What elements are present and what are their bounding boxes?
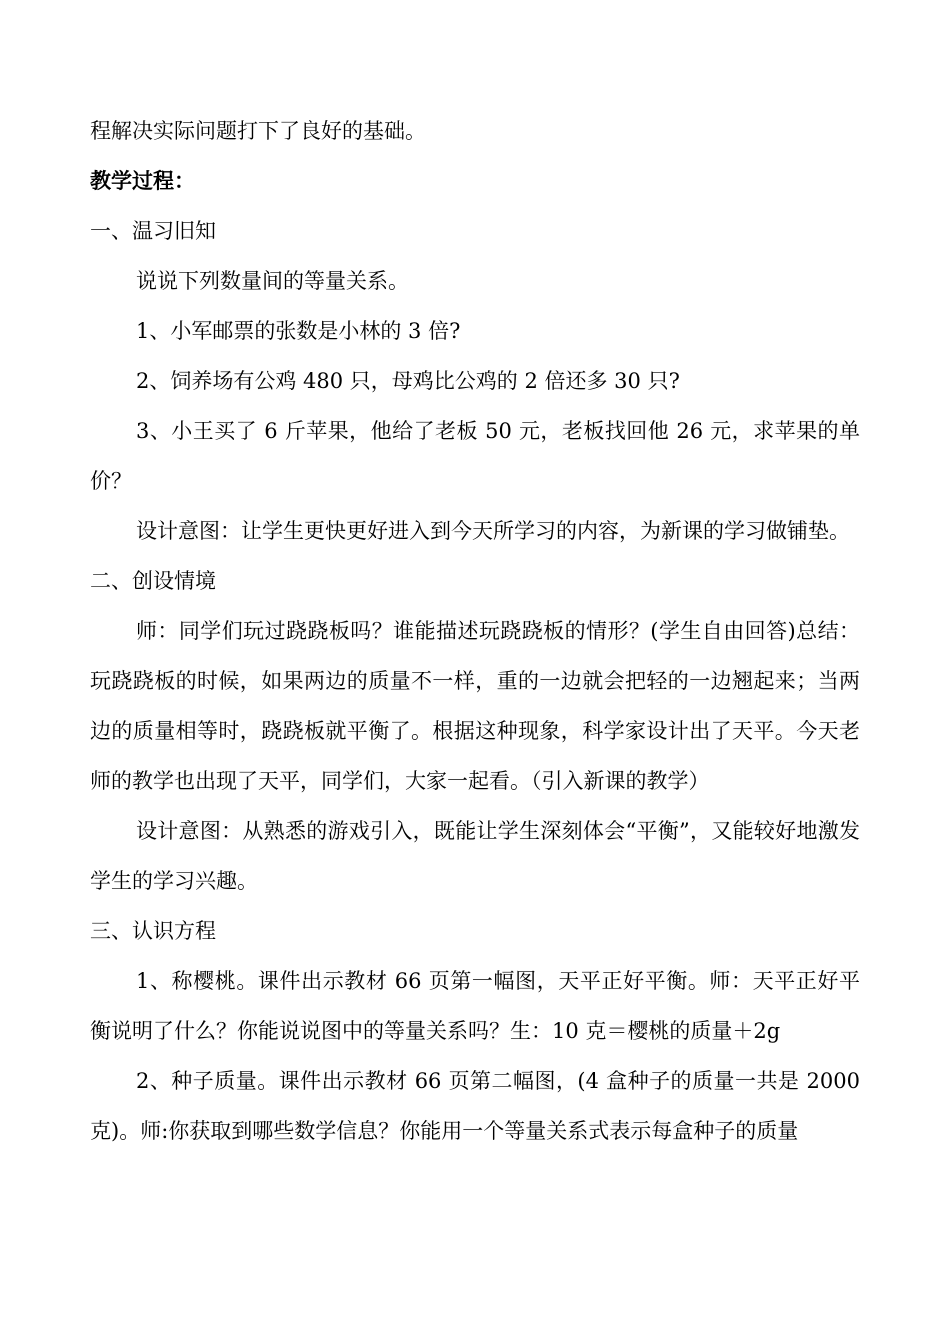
paragraph-review-intro: 说说下列数量间的等量关系。 (136, 269, 409, 293)
section-heading-review: 一、温习旧知 (90, 219, 216, 243)
paragraph-cherries: 1、称樱桃。课件出示教材 66 页第一幅图，天平正好平衡。师：天平正好平衡说明了什么？你能说说图中的等量关系吗？生：10 克＝樱桃的质量＋2g (90, 969, 860, 1043)
paragraph-continuation: 程解决实际问题打下了良好的基础。 (90, 119, 426, 143)
paragraph-seeds: 2、种子质量。课件出示教材 66 页第二幅图，(4 盒种子的质量一共是 2000 克)。师:你获取到哪些数学信息？你能用一个等量关系式表示每盒种子的质量 (90, 1069, 860, 1143)
paragraph-question-1: 1、小军邮票的张数是小林的 3 倍? (136, 319, 461, 343)
section-heading-teaching-process: 教学过程： (90, 168, 195, 193)
document-body (90, 106, 860, 1156)
paragraph-question-2: 2、饲养场有公鸡 480 只，母鸡比公鸡的 2 倍还多 30 只? (136, 369, 680, 393)
paragraph-design-intent-1: 设计意图：让学生更快更好进入到今天所学习的内容，为新课的学习做铺垫。 (136, 519, 850, 543)
section-heading-scenario: 二、创设情境 (90, 569, 216, 593)
paragraph-seesaw: 师：同学们玩过跷跷板吗？谁能描述玩跷跷板的情形？(学生自由回答)总结：玩跷跷板的时候，如果两边的质量不一样，重的一边就会把轻的一边翘起来；当两边的质量相等时，跷跷板就平衡了。根据这种现象，科学家设计出了天平。今天老师的教学也出现了天平，同学们，大家一起看。（引入新课的教学） (90, 619, 860, 793)
section-heading-equations: 三、认识方程 (90, 919, 216, 943)
paragraph-question-3: 3、小王买了 6 斤苹果，他给了老板 50 元，老板找回他 26 元，求苹果的单价？ (90, 419, 860, 493)
paragraph-design-intent-2: 设计意图：从熟悉的游戏引入，既能让学生深刻体会“平衡”，又能较好地激发学生的学习兴趣。 (90, 819, 860, 893)
